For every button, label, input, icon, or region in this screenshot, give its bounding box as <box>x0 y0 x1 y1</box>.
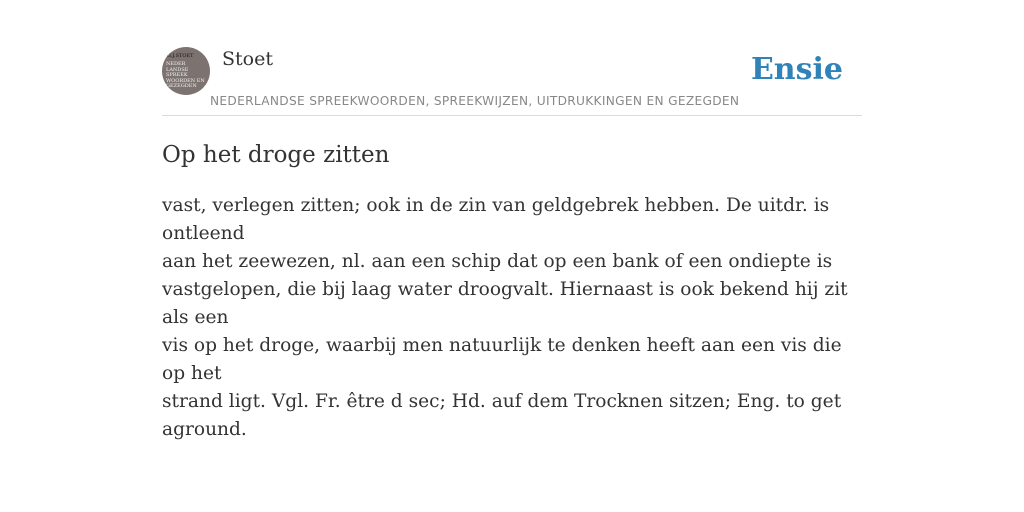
author-name[interactable]: Stoet <box>222 48 273 70</box>
avatar-line: LANDSE <box>166 66 189 73</box>
entry-title: Op het droge zitten <box>162 142 390 168</box>
avatar-line: NEDER <box>166 61 186 67</box>
avatar-line: WOORDEN EN <box>166 77 205 84</box>
avatar-line: GEZEGDEN <box>166 83 197 90</box>
avatar-line: SPREEK <box>166 72 188 79</box>
source-header <box>162 46 862 116</box>
avatar[interactable] <box>162 47 210 95</box>
avatar-top-text: G.J.STOET <box>167 53 194 59</box>
source-subtitle[interactable]: NEDERLANDSE SPREEKWOORDEN, SPREEKWIJZEN, UITDRUKKINGEN EN GEZEGDEN <box>210 94 740 108</box>
entry-body: vast, verlegen zitten; ook in de zin van geldgebrek hebben. De uitdr. is ontleend aan het zeewezen, nl. aan een schip dat op een bank of een ondiepte is vastgelopen, die bij laag water droogvalt. Hiernaast is ook bekend hij zit als een vis op het droge, waarbij men natuurlijk te denken heeft aan een vis die op het strand ligt. Vgl. Fr. être d sec; Hd. auf dem Trocknen sitzen; Eng. to get aground. <box>162 195 848 440</box>
avatar-book-title <box>166 62 210 90</box>
brand-logo[interactable]: Ensie <box>750 52 843 87</box>
